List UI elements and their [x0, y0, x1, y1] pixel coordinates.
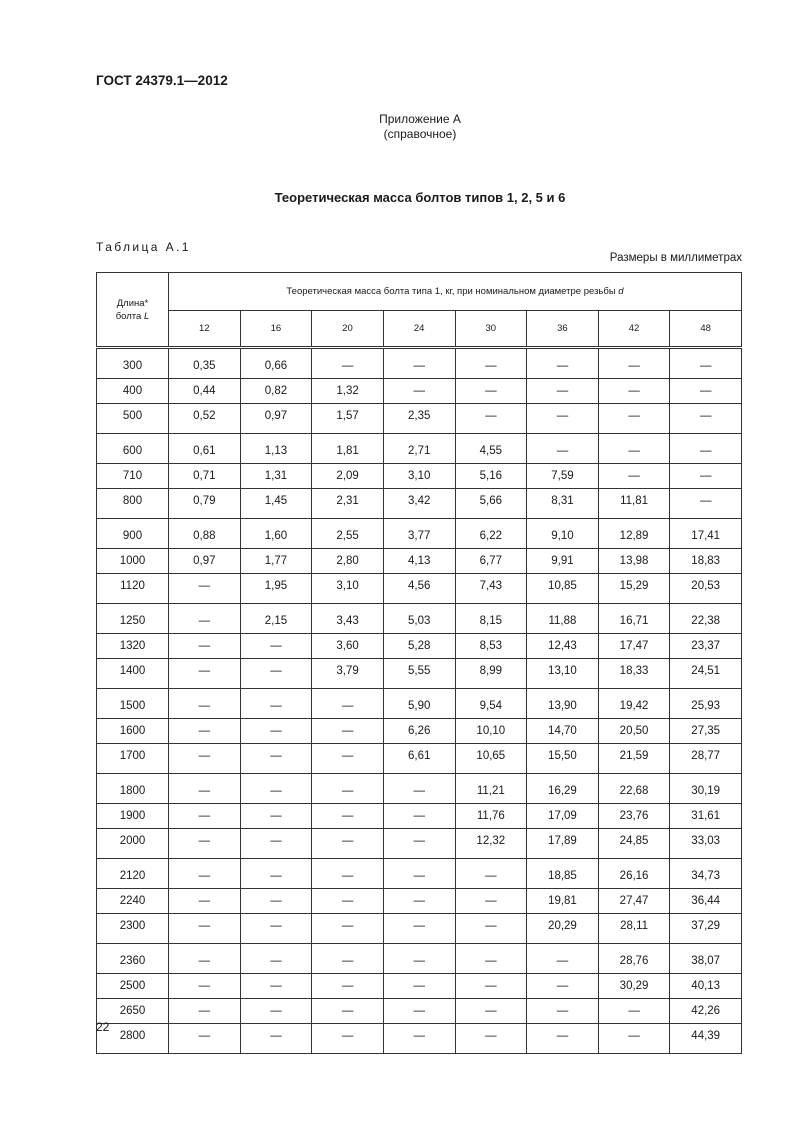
- mass-cell: 40,13: [670, 974, 742, 999]
- length-cell: 2650: [97, 999, 169, 1024]
- mass-cell: —: [169, 774, 241, 804]
- mass-cell: 15,50: [527, 744, 599, 774]
- table-row: [97, 348, 742, 379]
- mass-cell: —: [312, 859, 384, 889]
- mass-cell: 28,77: [670, 744, 742, 774]
- length-cell: 1900: [97, 804, 169, 829]
- mass-cell: —: [169, 659, 241, 689]
- mass-cell: 1,95: [240, 574, 312, 604]
- mass-cell: 28,11: [598, 914, 670, 944]
- length-group: [97, 519, 742, 604]
- mass-cell: —: [169, 744, 241, 774]
- diameter-header: 24: [383, 311, 455, 348]
- mass-cell: —: [169, 1024, 241, 1054]
- mass-cell: 7,59: [527, 464, 599, 489]
- mass-cell: 0,79: [169, 489, 241, 519]
- mass-cell: —: [169, 689, 241, 719]
- mass-cell: 3,42: [383, 489, 455, 519]
- length-cell: 1700: [97, 744, 169, 774]
- length-cell: 400: [97, 379, 169, 404]
- mass-cell: —: [383, 914, 455, 944]
- length-cell: 1000: [97, 549, 169, 574]
- mass-cell: —: [527, 348, 599, 379]
- appendix-heading: [0, 112, 800, 142]
- mass-cell: —: [169, 804, 241, 829]
- table-row: [97, 804, 742, 829]
- length-cell: 1600: [97, 719, 169, 744]
- length-group: [97, 604, 742, 689]
- mass-cell: 0,44: [169, 379, 241, 404]
- mass-cell: —: [383, 348, 455, 379]
- mass-cell: —: [455, 914, 527, 944]
- mass-cell: —: [240, 889, 312, 914]
- table-row: [97, 914, 742, 944]
- mass-cell: —: [240, 659, 312, 689]
- length-cell: 2000: [97, 829, 169, 859]
- length-header-line1: Длина*: [116, 297, 149, 309]
- mass-cell: —: [169, 859, 241, 889]
- mass-cell: 1,13: [240, 434, 312, 464]
- mass-cell: —: [240, 1024, 312, 1054]
- mass-cell: —: [527, 974, 599, 999]
- mass-cell: 11,88: [527, 604, 599, 634]
- mass-cell: 20,53: [670, 574, 742, 604]
- mass-cell: —: [383, 774, 455, 804]
- mass-cell: 1,31: [240, 464, 312, 489]
- mass-cell: 13,90: [527, 689, 599, 719]
- mass-cell: 20,50: [598, 719, 670, 744]
- length-cell: 2500: [97, 974, 169, 999]
- mass-cell: 36,44: [670, 889, 742, 914]
- table-row: [97, 999, 742, 1024]
- length-cell: 1500: [97, 689, 169, 719]
- table-row: [97, 604, 742, 634]
- mass-cell: —: [455, 999, 527, 1024]
- length-cell: 1320: [97, 634, 169, 659]
- mass-cell: —: [383, 859, 455, 889]
- mass-cell: 0,88: [169, 519, 241, 549]
- mass-cell: 2,55: [312, 519, 384, 549]
- mass-cell: 1,57: [312, 404, 384, 434]
- mass-span-header-symbol: d: [618, 286, 624, 297]
- mass-cell: 1,81: [312, 434, 384, 464]
- mass-cell: —: [312, 744, 384, 774]
- mass-cell: —: [383, 974, 455, 999]
- appendix-subtitle: (справочное): [383, 127, 457, 141]
- mass-cell: 26,16: [598, 859, 670, 889]
- diameter-header: 16: [240, 311, 312, 348]
- mass-cell: 25,93: [670, 689, 742, 719]
- mass-cell: —: [169, 719, 241, 744]
- mass-cell: 37,29: [670, 914, 742, 944]
- length-cell: 2300: [97, 914, 169, 944]
- mass-cell: 12,43: [527, 634, 599, 659]
- mass-cell: —: [598, 434, 670, 464]
- mass-cell: 21,59: [598, 744, 670, 774]
- mass-cell: 22,68: [598, 774, 670, 804]
- table-row: [97, 434, 742, 464]
- table-row: [97, 519, 742, 549]
- mass-cell: —: [527, 999, 599, 1024]
- mass-cell: 30,19: [670, 774, 742, 804]
- table-label: Таблица А.1: [96, 240, 191, 254]
- mass-cell: 17,41: [670, 519, 742, 549]
- mass-cell: —: [240, 804, 312, 829]
- mass-cell: —: [455, 404, 527, 434]
- mass-cell: 0,71: [169, 464, 241, 489]
- mass-cell: —: [383, 829, 455, 859]
- length-group: [97, 689, 742, 774]
- mass-cell: —: [670, 434, 742, 464]
- mass-cell: —: [240, 689, 312, 719]
- length-cell: 500: [97, 404, 169, 434]
- mass-cell: 8,31: [527, 489, 599, 519]
- length-cell: 2120: [97, 859, 169, 889]
- mass-cell: —: [598, 379, 670, 404]
- mass-cell: 10,85: [527, 574, 599, 604]
- mass-cell: 5,66: [455, 489, 527, 519]
- mass-cell: 10,65: [455, 744, 527, 774]
- mass-cell: —: [670, 379, 742, 404]
- mass-cell: 4,13: [383, 549, 455, 574]
- mass-cell: —: [312, 999, 384, 1024]
- mass-cell: 3,43: [312, 604, 384, 634]
- diameter-header: 48: [670, 311, 742, 348]
- mass-cell: —: [455, 379, 527, 404]
- mass-cell: 1,60: [240, 519, 312, 549]
- mass-cell: 1,77: [240, 549, 312, 574]
- mass-cell: —: [527, 434, 599, 464]
- mass-cell: 14,70: [527, 719, 599, 744]
- mass-cell: —: [169, 634, 241, 659]
- mass-cell: —: [240, 774, 312, 804]
- table-row: [97, 719, 742, 744]
- mass-cell: —: [169, 574, 241, 604]
- diameter-header: 20: [312, 311, 384, 348]
- mass-cell: 19,81: [527, 889, 599, 914]
- mass-cell: 2,15: [240, 604, 312, 634]
- mass-cell: —: [169, 829, 241, 859]
- diameter-header: 30: [455, 311, 527, 348]
- mass-cell: 0,66: [240, 348, 312, 379]
- mass-cell: 24,85: [598, 829, 670, 859]
- mass-cell: 8,99: [455, 659, 527, 689]
- table-row: [97, 549, 742, 574]
- mass-cell: 3,10: [383, 464, 455, 489]
- mass-cell: 6,77: [455, 549, 527, 574]
- mass-cell: 0,97: [169, 549, 241, 574]
- table-row: [97, 889, 742, 914]
- bolt-mass-table: [96, 272, 742, 1054]
- mass-cell: 0,97: [240, 404, 312, 434]
- mass-cell: —: [240, 974, 312, 999]
- mass-cell: —: [312, 974, 384, 999]
- mass-cell: —: [527, 379, 599, 404]
- mass-cell: 5,90: [383, 689, 455, 719]
- table-row: [97, 859, 742, 889]
- table-row: [97, 974, 742, 999]
- mass-cell: —: [670, 489, 742, 519]
- mass-cell: 44,39: [670, 1024, 742, 1054]
- mass-cell: 23,76: [598, 804, 670, 829]
- length-cell: 2800: [97, 1024, 169, 1054]
- mass-cell: 5,55: [383, 659, 455, 689]
- mass-cell: —: [670, 464, 742, 489]
- mass-cell: —: [169, 974, 241, 999]
- mass-cell: —: [527, 1024, 599, 1054]
- length-header: [97, 273, 169, 348]
- mass-cell: 13,10: [527, 659, 599, 689]
- mass-cell: —: [312, 804, 384, 829]
- table-row: [97, 574, 742, 604]
- units-note: Размеры в миллиметрах: [609, 252, 742, 264]
- mass-cell: —: [240, 999, 312, 1024]
- mass-cell: 5,28: [383, 634, 455, 659]
- table-row: [97, 404, 742, 434]
- mass-cell: —: [455, 974, 527, 999]
- mass-cell: —: [312, 348, 384, 379]
- mass-cell: 34,73: [670, 859, 742, 889]
- mass-cell: 0,61: [169, 434, 241, 464]
- mass-cell: 30,29: [598, 974, 670, 999]
- length-cell: 1250: [97, 604, 169, 634]
- mass-cell: —: [169, 889, 241, 914]
- length-group: [97, 944, 742, 1054]
- table-row: [97, 944, 742, 974]
- mass-cell: 16,29: [527, 774, 599, 804]
- mass-cell: 17,89: [527, 829, 599, 859]
- mass-cell: 0,52: [169, 404, 241, 434]
- mass-cell: 3,79: [312, 659, 384, 689]
- standard-code: ГОСТ 24379.1—2012: [96, 73, 228, 88]
- mass-cell: —: [240, 719, 312, 744]
- mass-cell: —: [527, 944, 599, 974]
- mass-cell: 24,51: [670, 659, 742, 689]
- mass-cell: 2,35: [383, 404, 455, 434]
- mass-cell: —: [240, 944, 312, 974]
- mass-cell: 2,80: [312, 549, 384, 574]
- mass-cell: —: [312, 719, 384, 744]
- mass-cell: —: [312, 914, 384, 944]
- length-group: [97, 434, 742, 519]
- length-group: [97, 859, 742, 944]
- mass-cell: —: [383, 944, 455, 974]
- mass-cell: 7,43: [455, 574, 527, 604]
- mass-cell: 11,81: [598, 489, 670, 519]
- mass-cell: 11,76: [455, 804, 527, 829]
- mass-cell: —: [383, 999, 455, 1024]
- mass-cell: —: [383, 804, 455, 829]
- mass-cell: —: [670, 404, 742, 434]
- length-group: [97, 348, 742, 434]
- mass-cell: 15,29: [598, 574, 670, 604]
- table-row: [97, 829, 742, 859]
- mass-cell: —: [169, 604, 241, 634]
- page-number: 22: [96, 1020, 110, 1034]
- mass-cell: —: [240, 634, 312, 659]
- mass-cell: 18,33: [598, 659, 670, 689]
- length-cell: 800: [97, 489, 169, 519]
- mass-cell: 13,98: [598, 549, 670, 574]
- mass-cell: —: [383, 1024, 455, 1054]
- mass-cell: —: [312, 944, 384, 974]
- mass-span-header: [169, 273, 742, 311]
- mass-cell: —: [312, 889, 384, 914]
- mass-cell: 3,10: [312, 574, 384, 604]
- table-row: [97, 659, 742, 689]
- length-header-symbol: L: [143, 310, 150, 322]
- table-row: [97, 489, 742, 519]
- mass-cell: 2,31: [312, 489, 384, 519]
- mass-cell: 9,54: [455, 689, 527, 719]
- mass-cell: 5,03: [383, 604, 455, 634]
- mass-cell: —: [455, 859, 527, 889]
- table-row: [97, 379, 742, 404]
- mass-cell: 6,61: [383, 744, 455, 774]
- mass-cell: —: [169, 914, 241, 944]
- mass-cell: 19,42: [598, 689, 670, 719]
- table-row: [97, 1024, 742, 1054]
- mass-cell: 0,35: [169, 348, 241, 379]
- mass-cell: —: [598, 404, 670, 434]
- mass-cell: 12,89: [598, 519, 670, 549]
- mass-cell: 2,09: [312, 464, 384, 489]
- mass-cell: 5,16: [455, 464, 527, 489]
- mass-cell: 17,09: [527, 804, 599, 829]
- diameter-header: 12: [169, 311, 241, 348]
- table-row: [97, 634, 742, 659]
- mass-cell: 27,47: [598, 889, 670, 914]
- mass-cell: —: [312, 829, 384, 859]
- mass-cell: —: [383, 889, 455, 914]
- mass-cell: 1,32: [312, 379, 384, 404]
- mass-cell: 18,85: [527, 859, 599, 889]
- length-cell: 1400: [97, 659, 169, 689]
- mass-cell: 28,76: [598, 944, 670, 974]
- length-cell: 710: [97, 464, 169, 489]
- mass-cell: 17,47: [598, 634, 670, 659]
- mass-cell: 16,71: [598, 604, 670, 634]
- mass-cell: 8,15: [455, 604, 527, 634]
- mass-cell: 22,38: [670, 604, 742, 634]
- length-cell: 900: [97, 519, 169, 549]
- mass-cell: —: [598, 348, 670, 379]
- mass-cell: —: [455, 889, 527, 914]
- table-row: [97, 774, 742, 804]
- length-cell: 1120: [97, 574, 169, 604]
- mass-cell: —: [527, 404, 599, 434]
- mass-cell: 6,22: [455, 519, 527, 549]
- mass-cell: 9,10: [527, 519, 599, 549]
- mass-cell: —: [455, 348, 527, 379]
- mass-cell: —: [169, 944, 241, 974]
- table-title: Теоретическая масса болтов типов 1, 2, 5 и 6: [274, 190, 566, 205]
- mass-cell: 4,55: [455, 434, 527, 464]
- mass-cell: 6,26: [383, 719, 455, 744]
- mass-cell: 0,82: [240, 379, 312, 404]
- mass-cell: 4,56: [383, 574, 455, 604]
- length-cell: 2360: [97, 944, 169, 974]
- mass-cell: —: [312, 689, 384, 719]
- diameter-header: 42: [598, 311, 670, 348]
- length-cell: 1800: [97, 774, 169, 804]
- length-header-line2: болта: [115, 310, 142, 322]
- mass-cell: 27,35: [670, 719, 742, 744]
- appendix-title: Приложение А: [379, 112, 461, 126]
- table-row: [97, 689, 742, 719]
- mass-cell: 23,37: [670, 634, 742, 659]
- mass-cell: 10,10: [455, 719, 527, 744]
- length-cell: 300: [97, 348, 169, 379]
- table-row: [97, 464, 742, 489]
- table-row: [97, 744, 742, 774]
- mass-cell: —: [312, 774, 384, 804]
- length-cell: 2240: [97, 889, 169, 914]
- diameter-header: 36: [527, 311, 599, 348]
- mass-cell: —: [312, 1024, 384, 1054]
- length-group: [97, 774, 742, 859]
- mass-cell: —: [455, 1024, 527, 1054]
- mass-cell: 3,77: [383, 519, 455, 549]
- mass-cell: 8,53: [455, 634, 527, 659]
- mass-cell: 31,61: [670, 804, 742, 829]
- mass-cell: —: [240, 914, 312, 944]
- mass-cell: 20,29: [527, 914, 599, 944]
- mass-cell: —: [598, 1024, 670, 1054]
- mass-cell: —: [598, 464, 670, 489]
- mass-cell: —: [169, 999, 241, 1024]
- mass-cell: —: [598, 999, 670, 1024]
- mass-cell: 38,07: [670, 944, 742, 974]
- mass-cell: 33,03: [670, 829, 742, 859]
- mass-cell: —: [240, 859, 312, 889]
- mass-cell: 9,91: [527, 549, 599, 574]
- mass-cell: 11,21: [455, 774, 527, 804]
- mass-cell: 42,26: [670, 999, 742, 1024]
- mass-cell: 12,32: [455, 829, 527, 859]
- mass-cell: 1,45: [240, 489, 312, 519]
- mass-cell: 3,60: [312, 634, 384, 659]
- mass-cell: —: [455, 944, 527, 974]
- mass-cell: 18,83: [670, 549, 742, 574]
- mass-cell: —: [670, 348, 742, 379]
- mass-cell: —: [240, 829, 312, 859]
- mass-cell: 2,71: [383, 434, 455, 464]
- mass-cell: —: [240, 744, 312, 774]
- mass-cell: —: [383, 379, 455, 404]
- length-cell: 600: [97, 434, 169, 464]
- mass-span-header-text: Теоретическая масса болта типа 1, кг, при номинальном диаметре резьбы: [286, 286, 616, 297]
